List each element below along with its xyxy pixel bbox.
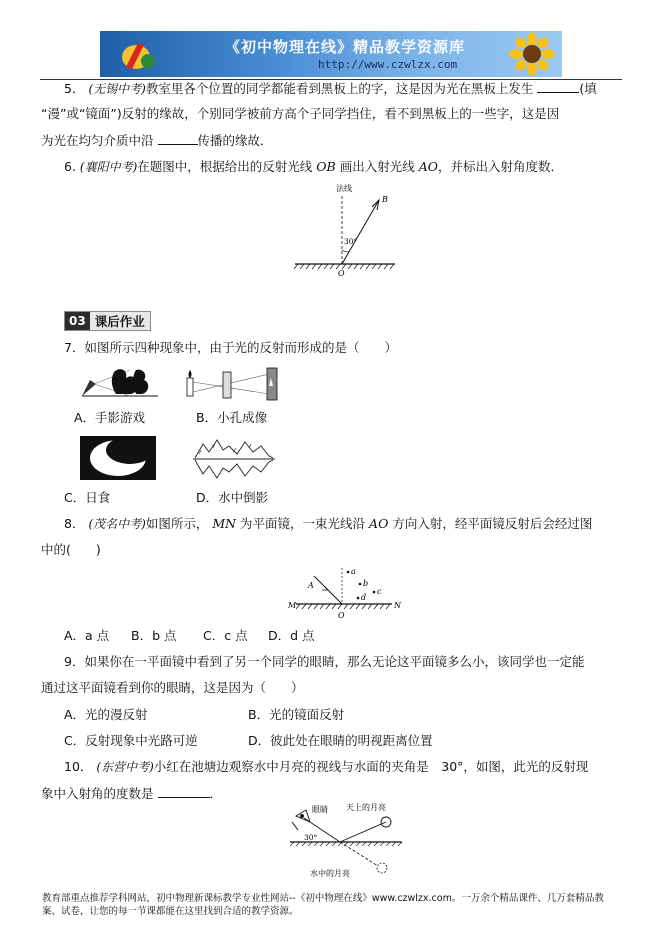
q6-arrow-icon bbox=[372, 200, 379, 210]
q8-label-b: b bbox=[363, 579, 369, 588]
q10-moon-ray bbox=[340, 822, 386, 842]
q7-option-d[interactable]: D．水中倒影 bbox=[196, 490, 269, 505]
q10-moon-water-label: 水中的月亮 bbox=[310, 869, 350, 878]
sunflower-icon bbox=[508, 33, 556, 75]
q5-line2: “漫”或“镜面”)反射的缘故，个别同学被前方高个子同学挡住，看不到黑板上的一些字，这是因 bbox=[41, 106, 560, 121]
q9-option-a[interactable]: A．光的漫反射 bbox=[64, 707, 148, 722]
q5-line3: 为光在均匀介质中沿 传播的缘故． bbox=[41, 133, 273, 148]
q10-blank[interactable] bbox=[158, 785, 210, 798]
q7-text: 7．如图所示四种现象中，由于光的反射而形成的是（ ） bbox=[64, 340, 397, 355]
q8-label-c: c bbox=[377, 587, 382, 596]
q8-point-c bbox=[373, 591, 376, 594]
q7-option-c[interactable]: C．日食 bbox=[64, 490, 111, 505]
q8-figure bbox=[286, 564, 406, 624]
q6-normal-label: 法线 bbox=[336, 184, 352, 193]
q10-eye-label: 眼睛 bbox=[312, 805, 328, 814]
q6-label-b: B bbox=[382, 195, 388, 204]
q9-option-d[interactable]: D．彼此处在眼睛的明视距离位置 bbox=[248, 733, 433, 748]
q7-img-b bbox=[183, 364, 283, 402]
q7-option-b[interactable]: B．小孔成像 bbox=[196, 410, 268, 425]
q8-arrow-icon bbox=[322, 586, 328, 590]
q6-reflected-ray bbox=[342, 200, 379, 264]
q5-blank2[interactable] bbox=[158, 132, 198, 145]
section-label: 课后作业 bbox=[90, 312, 150, 330]
moon-water-icon bbox=[377, 863, 387, 873]
header-banner bbox=[100, 31, 562, 77]
q8-point-b bbox=[359, 583, 362, 586]
q6-angle-label: 30° bbox=[344, 237, 358, 246]
q7-img-d bbox=[193, 434, 275, 480]
q5-line1: 5． (无锡中考)教室里各个位置的同学都能看到黑板上的字，这是因为光在黑板上发生 (填 bbox=[64, 81, 597, 96]
footer-line2: 案、试卷，让您的每一节课都能在这里找到合适的教学资源。 bbox=[42, 906, 299, 917]
q6-figure bbox=[290, 180, 400, 280]
q8-label-d: d bbox=[361, 593, 367, 602]
section-header bbox=[64, 311, 151, 331]
q9-line1: 9．如果你在一平面镜中看到了另一个同学的眼睛，那么无论这平面镜多么小，该同学也一定能 bbox=[64, 654, 585, 669]
q8-label-a-ray: A bbox=[308, 581, 314, 590]
q6-label-o: O bbox=[338, 269, 345, 278]
banner-url: http://www.czwlzx.com bbox=[318, 58, 458, 71]
q10-virtual-ray bbox=[340, 842, 378, 866]
q10-line1: 10． (东营中考)小红在池塘边观察水中月亮的视线与水面的夹角是 30°，如图，此光的反射现 bbox=[64, 759, 589, 774]
q8-mirror-hatch bbox=[296, 604, 390, 609]
q10-figure bbox=[282, 800, 412, 882]
q8-line1: 8． (茂名中考)如图所示， MN 为平面镜，一束光线沿 AO 方向入射，经平面镜反射后会经过图 bbox=[64, 516, 593, 531]
q8-option-a[interactable]: A．a 点 bbox=[64, 628, 110, 643]
q6-text: 6. (襄阳中考)在题图中，根据给出的反射光线 OB 画出入射光线 AO，并标出入射角度数． bbox=[64, 159, 564, 174]
q8-option-d[interactable]: D．d 点 bbox=[268, 628, 315, 643]
q9-option-c[interactable]: C．反射现象中光路可逆 bbox=[64, 733, 198, 748]
logo-icon bbox=[118, 37, 162, 73]
q8-option-b[interactable]: B．b 点 bbox=[131, 628, 177, 643]
q7-img-a bbox=[80, 362, 160, 402]
q5-blank1[interactable] bbox=[537, 80, 579, 93]
footer-line1: 教育部重点推荐学科网站，初中物理新课标教学专业性网站--《初中物理在线》www.czwlzx.com。一万余个精品课件、几万套精品教 bbox=[42, 893, 604, 904]
banner-title: 《初中物理在线》精品教学资源库 bbox=[225, 38, 466, 56]
q8-label-n: N bbox=[394, 601, 401, 610]
q8-label-o: O bbox=[338, 611, 345, 620]
q7-img-c bbox=[80, 436, 156, 480]
q7-option-a[interactable]: A．手影游戏 bbox=[74, 410, 146, 425]
q6-angle-arc bbox=[342, 250, 349, 252]
q8-option-c[interactable]: C．c 点 bbox=[203, 628, 248, 643]
q10-angle-label: 30° bbox=[304, 833, 318, 842]
q9-line2: 通过这平面镜看到你的眼睛，这是因为（ ） bbox=[41, 680, 304, 695]
q8-label-a: a bbox=[351, 567, 356, 576]
q10-line2: 象中入射角的度数是 ． bbox=[41, 786, 223, 801]
q8-label-m: M bbox=[288, 601, 297, 610]
q10-moon-sky-label: 天上的月亮 bbox=[346, 803, 386, 812]
q8-point-d bbox=[357, 597, 360, 600]
q8-line2: 中的( ) bbox=[41, 542, 101, 557]
q8-point-a bbox=[347, 571, 350, 574]
q9-option-b[interactable]: B．光的镜面反射 bbox=[248, 707, 345, 722]
section-number: 03 bbox=[65, 312, 90, 330]
footer bbox=[42, 892, 632, 918]
